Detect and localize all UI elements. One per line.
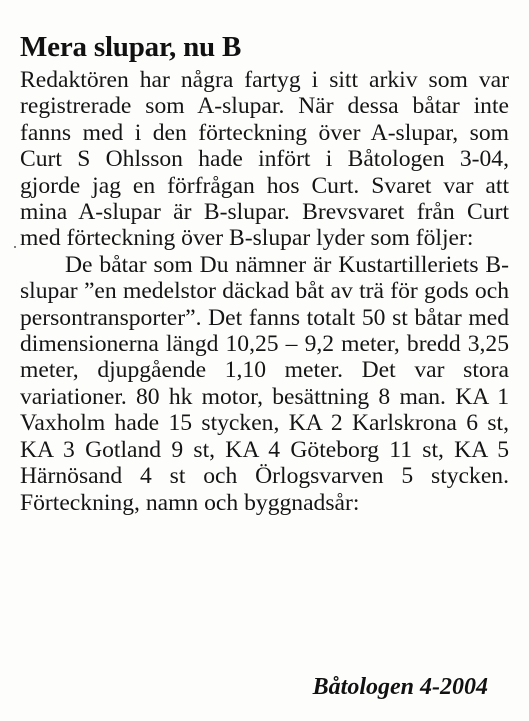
article-paragraph-intro: Redaktören har några fartyg i sitt arkiv som var registrerade som A-slupar. När dessa båtar inte fanns med i den förteckning över A-slupar, som Curt S Ohlsson hade infört i Båtologen 3-04, gjorde jag en förfrågan hos Curt. Svaret var att mina A-slupar är B-slupar. Brevsvaret från Curt med förteckning över B-slupar lyder som följer: [20,67,509,252]
article-body [20,67,509,516]
article-paragraph-letter: De båtar som Du nämner är Kustartilleriets B-slupar ”en medelstor däckad båt av trä för gods och persontransporter”. Det fanns totalt 50 st båtar med dimensionerna längd 10,25 – 9,2 meter, bredd 3,25 meter, djupgående 1,10 meter. Det var stora variationer. 80 hk motor, besättning 8 man. KA 1 Vaxholm hade 15 stycken, KA 2 Karlskrona 6 st, KA 3 Gotland 9 st, KA 4 Göteborg 11 st, KA 5 Härnösand 4 st och Örlogsvarven 5 stycken. Förteckning, namn och byggnadsår: [20,251,509,516]
article-signature: Båtologen 4-2004 [312,674,488,700]
print-speck [14,246,16,248]
article-headline: Mera slupar, nu B [20,31,242,63]
